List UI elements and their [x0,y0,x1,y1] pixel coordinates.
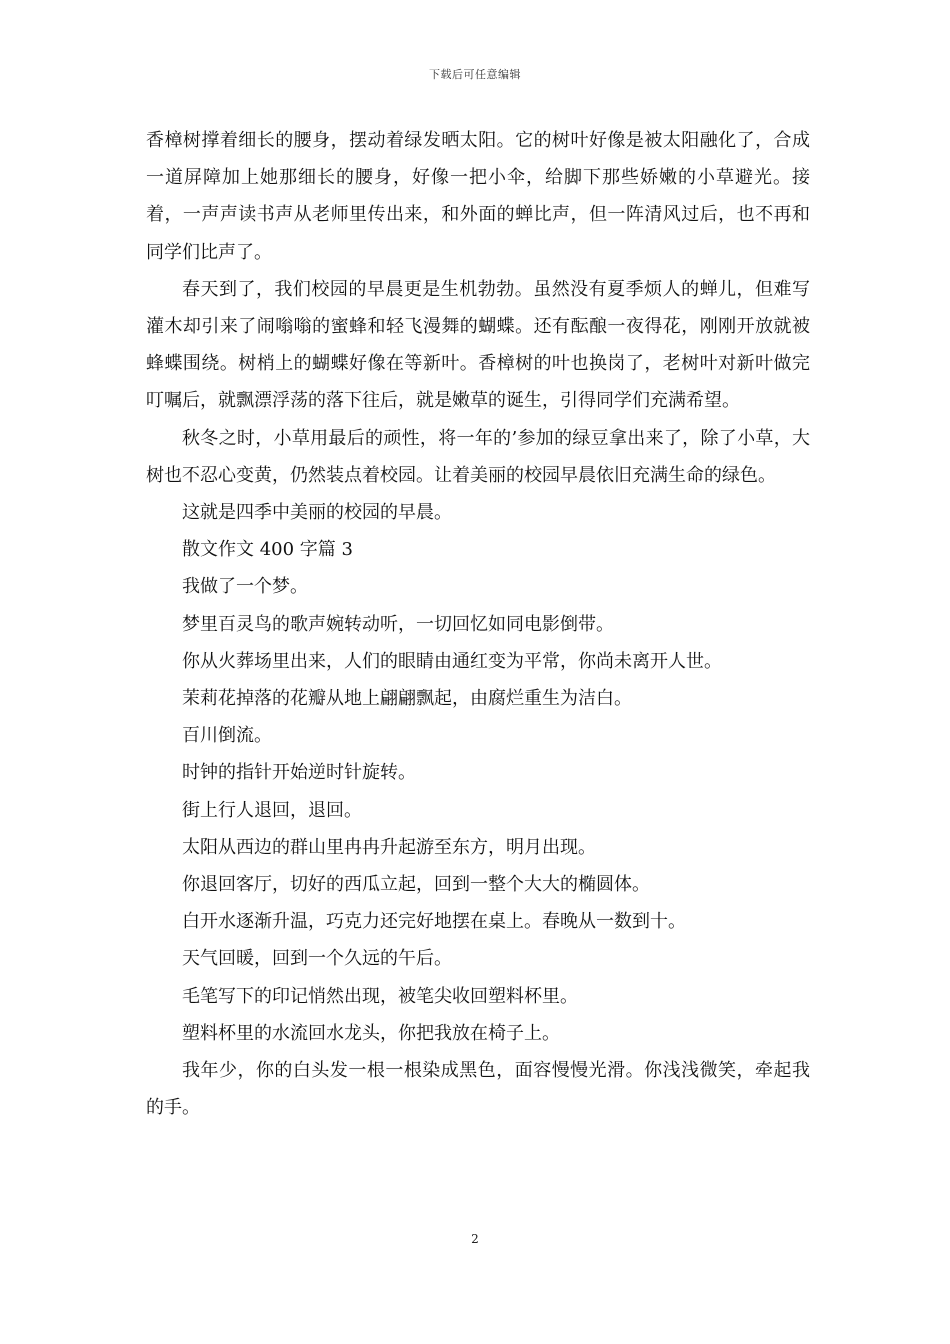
paragraph: 时钟的指针开始逆时针旋转。 [182,762,416,784]
paragraph: 秋冬之时，小草用最后的顽性，将一年的’参加的绿豆拿出来了，除了小草，大树也不忍心变黄，仍然装点着校园。让着美丽的校园早晨依旧充满生命的绿色。 [146,427,810,486]
paragraph: 散文作文 400 字篇 3 [182,539,353,561]
paragraph: 春天到了，我们校园的早晨更是生机勃勃。虽然没有夏季烦人的蝉儿，但难写灌木却引来了闹嗡嗡的蜜蜂和轻飞漫舞的蝴蝶。还有酝酿一夜得花，刚刚开放就被蜂蝶围绕。树梢上的蝴蝶好像在等新叶。香樟树的叶也换岗了，老树叶对新叶做完叮嘱后，就飘漂浮荡的落下往后，就是嫩草的诞生，引得同学们充满希望。 [146,278,810,412]
paragraph: 你退回客厅，切好的西瓜立起，回到一整个大大的椭圆体。 [182,874,650,896]
paragraph: 塑料杯里的水流回水龙头，你把我放在椅子上。 [182,1022,560,1044]
paragraph: 白开水逐渐升温，巧克力还完好地摆在桌上。春晚从一数到十。 [182,911,686,933]
paragraph: 这就是四季中美丽的校园的早晨。 [182,502,452,524]
paragraph: 梦里百灵鸟的歌声婉转动听，一切回忆如同电影倒带。 [182,613,614,635]
page-header: 下载后可任意编辑 [429,68,521,81]
paragraph: 毛笔写下的印记悄然出现，被笔尖收回塑料杯里。 [182,985,578,1007]
paragraph: 街上行人退回，退回。 [182,799,362,821]
paragraph: 你从火葬场里出来，人们的眼睛由通红变为平常，你尚未离开人世。 [182,650,722,672]
paragraph: 百川倒流。 [182,725,272,747]
paragraph: 太阳从西边的群山里冉冉升起游至东方，明月出现。 [182,836,596,858]
paragraph: 香樟树撑着细长的腰身，摆动着绿发晒太阳。它的树叶好像是被太阳融化了，合成一道屏障加上她那细长的腰身，好像一把小伞，给脚下那些娇嫩的小草避光。接着，一声声读书声从老师里传出来，和外面的蝉比声，但一阵清风过后，也不再和同学们比声了。 [146,130,810,263]
paragraph: 天气回暖，回到一个久远的午后。 [182,948,452,970]
paragraph: 我年少，你的白头发一根一根染成黑色，面容慢慢光滑。你浅浅微笑，牵起我的手。 [146,1060,810,1119]
document-body [146,122,810,1126]
paragraph: 茉莉花掉落的花瓣从地上翩翩飘起，由腐烂重生为洁白。 [182,688,632,710]
page-number: 2 [471,1232,479,1246]
paragraph: 我做了一个梦。 [182,576,308,598]
